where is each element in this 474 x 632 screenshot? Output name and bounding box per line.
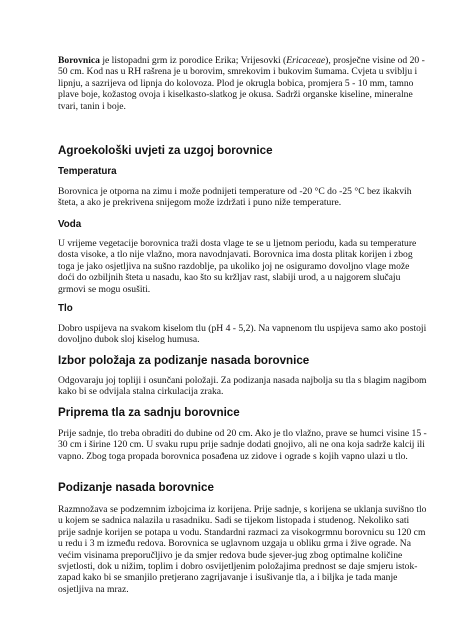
intro-paragraph xyxy=(58,55,428,112)
heading-temperatura: Temperatura xyxy=(58,166,117,177)
voda-paragraph: U vrijeme vegetacije borovnica traži dosta vlage te se u ljetnom periodu, kada su temperature dosta visoke, a tlo nije vlažno, mora navodnjavati. Borovnica ima dosta plitak korijen i zbog toga je jako osjetljiva na sušno razdoblje, pa ukoliko joj ne osiguramo dovoljno vlage može doći do ozbiljnih šteta u nasadu, kao što su kržljav rast, slabiji urod, a u najgorem slučaju grmovi se mogu osušiti. xyxy=(58,238,417,295)
intro-text-2: ), prosječne visine od 20 - 50 cm. Kod nas u RH rašrena je u borovim, smrekovim i bukovim šumama. Cvjeta u sviblju i lipnju, a sazrijeva od lipnja do kolovoza. Plod je okrugla bobica, promjera 5 - 10 mm, tamno plave boje, kožastog ovoja i kiselkasto-slatkog je okusa. Sadrži organske kiseline, mineralne tvari, tanin i boje. xyxy=(58,55,425,112)
podizanje-paragraph: Razmnožava se podzemnim izbojcima iz korijena. Prije sadnje, s korijena se uklanja suvišno tlo u kojem se sadnica nalazila u rasadniku. Sadi se tijekom listopada i studenog. Nekoliko sati prije sadnje korijen se potapa u vodu. Standardni razmaci za visokogrmnu borovnicu su 120 cm u redu i 3 m između redova. Borovnica se uglavnom uzgaja u obliku grma i žive ograde. Na većim visinama preporučljivo je da smjer redova bude sjever-jug zbog optimalne količine svjetlosti, dok u nižim, toplim i dobro osvijetljenim položajima prednost se daje smjeru istok-zapad kako bi se smanjilo pretjerano zagrijavanje i isušivanje tla, a i biljka je tada manje osjetljiva na mraz. xyxy=(58,504,427,595)
heading-voda: Voda xyxy=(58,219,82,230)
heading-izbor-polozaja: Izbor položaja za podizanje nasada borovnice xyxy=(58,354,310,367)
intro-text-1: je listopadni grm iz porodice Erika; Vrijesovki ( xyxy=(99,55,287,66)
priprema-paragraph: Prije sadnje, tlo treba obraditi do dubine od 20 cm. Ako je tlo vlažno, prave se humci visine 15 - 30 cm i širine 120 cm. U svaku rupu prije sadnje dodati gnojivo, ali ne ona koja sadrže kalcij ili vapno. Zbog toga propada borovnica posađena uz zidove i ograde s kojih vapno ulazi u tlo. xyxy=(58,428,427,462)
temperatura-paragraph: Borovnica je otporna na zimu i može podnijeti temperature od -20 °C do -25 °C bez ikakvih šteta, a ako je prekrivena snijegom može izdržati i puno niže temperature. xyxy=(58,186,412,209)
izbor-paragraph: Odgovaraju joj topliji i osunčani položaji. Za podizanja nasada najbolja su tla s blagim nagibom kako bi se odvijala stalna cirkulacija zraka. xyxy=(58,375,427,398)
heading-agroekoloski-uvjeti: Agroekološki uvjeti za uzgoj borovnice xyxy=(58,144,273,157)
tlo-paragraph: Dobro uspijeva na svakom kiselom tlu (pH 4 - 5,2). Na vapnenom tlu uspijeva samo ako postoji dovoljno dubok sloj kiselog humusa. xyxy=(58,323,427,346)
intro-term: Borovnica xyxy=(58,55,100,66)
intro-family-italic: Ericaceae xyxy=(286,55,326,66)
heading-tlo: Tlo xyxy=(58,303,73,314)
heading-podizanje-nasada: Podizanje nasada borovnice xyxy=(58,481,214,494)
heading-priprema-tla: Priprema tla za sadnju borovnice xyxy=(58,406,240,419)
